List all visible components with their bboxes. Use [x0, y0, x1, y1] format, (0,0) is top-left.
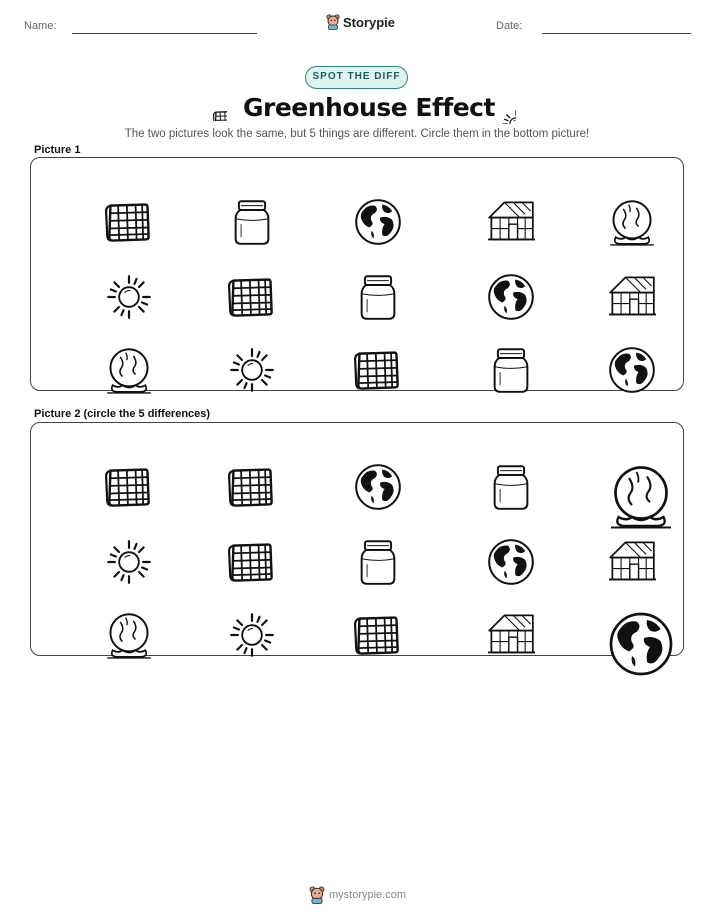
picture-1-item-r2-c4 — [457, 245, 517, 301]
picture-2-item-r1-c4[interactable] — [457, 435, 517, 491]
picture-1-label: Picture 1 — [34, 144, 81, 156]
instructions: The two pictures look the same, but 5 things are different. Circle them in the bottom picture! — [124, 128, 590, 140]
jar-icon — [204, 174, 252, 222]
sun-icon — [204, 587, 252, 635]
picture-1-panel — [30, 157, 684, 391]
earth-icon — [330, 174, 378, 222]
picture-1-item-r3-c4 — [457, 318, 517, 374]
picture-1-item-r1-c2 — [198, 170, 258, 226]
picture-2-item-r3-c5[interactable] — [578, 583, 638, 639]
sun-icon — [204, 322, 252, 370]
picture-2-panel[interactable] — [30, 422, 684, 656]
blanket-icon — [330, 587, 378, 635]
storypie-bear-icon — [309, 886, 325, 904]
picture-1-item-r1-c3 — [324, 170, 384, 226]
storypie-bear-icon — [326, 14, 340, 30]
earth-icon — [463, 249, 511, 297]
name-label: Name: — [24, 20, 57, 32]
greenhouse-icon — [463, 587, 511, 635]
blanket-icon — [81, 174, 129, 222]
name-field[interactable] — [72, 33, 257, 34]
picture-2-item-r1-c5[interactable] — [578, 435, 638, 491]
footer — [309, 886, 406, 904]
picture-2-item-r1-c3[interactable] — [324, 435, 384, 491]
picture-1-item-r3-c2 — [198, 318, 258, 374]
jar-icon — [463, 322, 511, 370]
crystal-ball-icon — [81, 322, 129, 370]
picture-1-item-r2-c5 — [578, 245, 638, 301]
picture-1-item-r3-c1 — [75, 318, 135, 374]
picture-2-item-r2-c1[interactable] — [75, 510, 135, 566]
earth-icon — [330, 439, 378, 487]
sun-icon — [81, 249, 129, 297]
picture-1-item-r1-c5 — [578, 170, 638, 226]
title-row — [0, 93, 714, 123]
picture-2-item-r3-c2[interactable] — [198, 583, 258, 639]
picture-2-label: Picture 2 (circle the 5 differences) — [34, 408, 211, 420]
picture-1-item-r2-c2 — [198, 245, 258, 301]
picture-2-item-r2-c3[interactable] — [324, 510, 384, 566]
picture-1-item-r1-c1 — [75, 170, 135, 226]
picture-2-item-r3-c3[interactable] — [324, 583, 384, 639]
brand-name: Storypie — [343, 14, 396, 30]
spot-the-diff-badge: SPOT THE DIFF — [305, 66, 408, 89]
picture-2-item-r3-c4[interactable] — [457, 583, 517, 639]
picture-2-item-r2-c2[interactable] — [198, 510, 258, 566]
blanket-icon — [330, 322, 378, 370]
jar-icon — [330, 249, 378, 297]
page-title: Greenhouse Effect — [243, 93, 495, 122]
picture-1-item-r2-c3 — [324, 245, 384, 301]
crystal-ball-icon — [575, 430, 641, 496]
blanket-icon — [204, 249, 252, 297]
earth-icon — [463, 514, 511, 562]
brand-logo — [326, 14, 395, 30]
picture-1-item-r3-c5 — [578, 318, 638, 374]
picture-2-item-r1-c1[interactable] — [75, 435, 135, 491]
picture-2-item-r2-c5[interactable] — [578, 510, 638, 566]
blanket-icon — [81, 439, 129, 487]
greenhouse-icon — [584, 249, 632, 297]
date-field[interactable] — [542, 33, 691, 34]
jar-icon — [463, 439, 511, 487]
picture-2-item-r2-c4[interactable] — [457, 510, 517, 566]
earth-icon — [584, 322, 632, 370]
picture-1-item-r3-c3 — [324, 318, 384, 374]
footer-url: mystorypie.com — [329, 889, 407, 901]
sun-icon — [81, 514, 129, 562]
date-label: Date: — [496, 20, 523, 32]
picture-2-item-r3-c1[interactable] — [75, 583, 135, 639]
blanket-icon — [199, 95, 227, 121]
earth-icon — [575, 578, 641, 644]
sun-icon — [486, 94, 516, 124]
blanket-icon — [204, 439, 252, 487]
picture-1-item-r1-c4 — [457, 170, 517, 226]
jar-icon — [330, 514, 378, 562]
crystal-ball-icon — [584, 174, 632, 222]
picture-1-item-r2-c1 — [75, 245, 135, 301]
crystal-ball-icon — [81, 587, 129, 635]
picture-2-item-r1-c2[interactable] — [198, 435, 258, 491]
blanket-icon — [204, 514, 252, 562]
greenhouse-icon — [463, 174, 511, 222]
greenhouse-icon — [584, 514, 632, 562]
